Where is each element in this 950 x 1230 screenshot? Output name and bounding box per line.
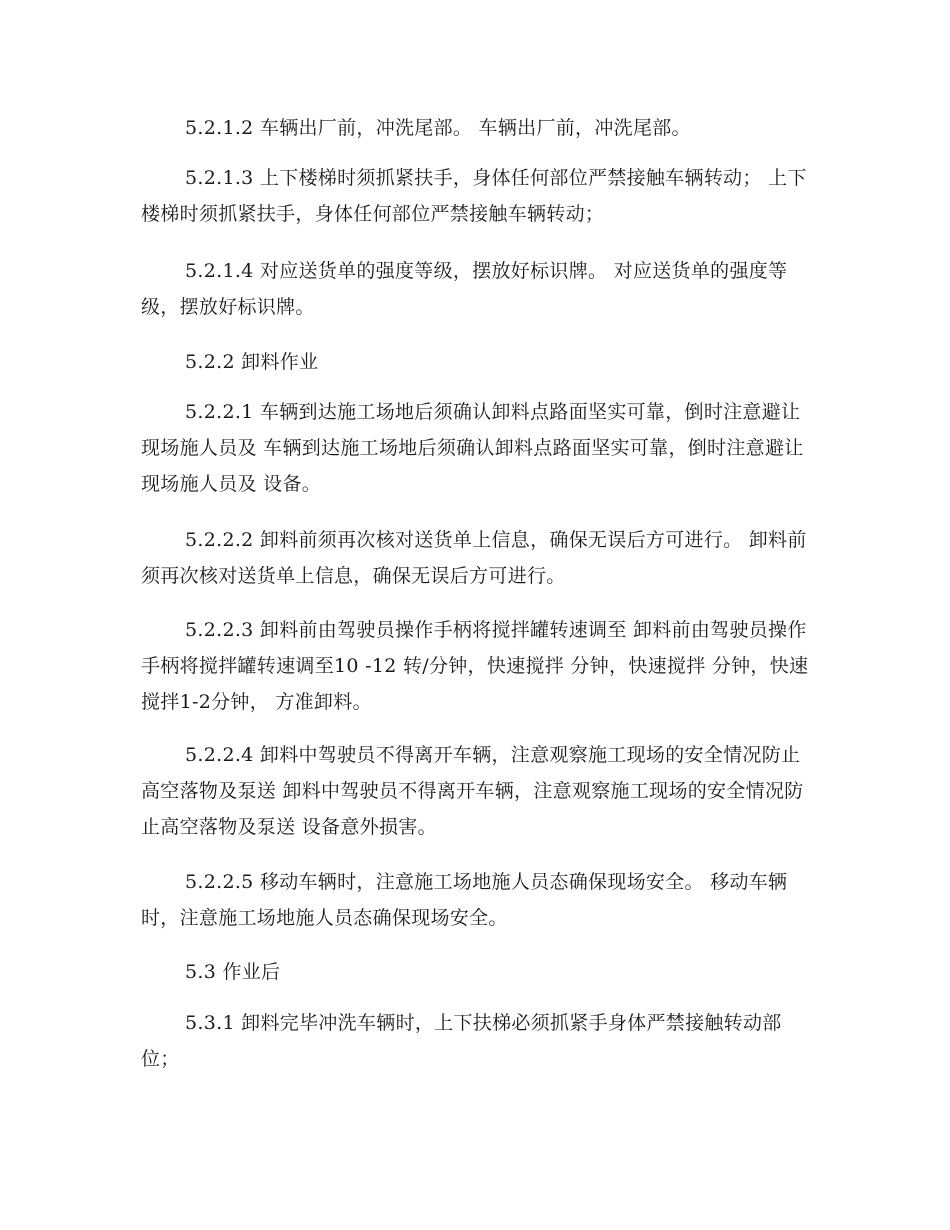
paragraph-5-2-1-4: 5.2.1.4 对应送货单的强度等级，摆放好标识牌。 对应送货单的强度等级，摆放好标识牌。 [141,260,788,318]
paragraph-5-2-2-4: 5.2.2.4 卸料中驾驶员不得离开车辆，注意观察施工现场的安全情况防止高空落物及泵送 卸料中驾驶员不得离开车辆，注意观察施工现场的安全情况防止高空落物及泵送 设备意外损害。 [141,744,804,838]
paragraph-5-2-1-3: 5.2.1.3 上下楼梯时须抓紧扶手，身体任何部位严禁接触车辆转动； 上下楼梯时须抓紧扶手，身体任何部位严禁接触车辆转动； [141,167,807,225]
paragraph-5-2-1-2: 5.2.1.2 车辆出厂前，冲洗尾部。 车辆出厂前，冲洗尾部。 [185,117,691,139]
paragraph-5-3-1: 5.3.1 卸料完毕冲洗车辆时，上下扶梯必须抓紧手身体严禁接触转动部位； [141,1012,782,1070]
paragraph-5-2-2-2: 5.2.2.2 卸料前须再次核对送货单上信息，确保无误后方可进行。 卸料前须再次核对送货单上信息，确保无误后方可进行。 [141,529,807,587]
paragraph-5-2-2-3: 5.2.2.3 卸料前由驾驶员操作手柄将搅拌罐转速调至 卸料前由驾驶员操作手柄将搅拌罐转速调至10 -12 转/分钟，快速搅拌 分钟，快速搅拌 分钟，快速搅拌1-2分钟， 方准卸料。 [141,619,809,713]
paragraph-5-2-2-1: 5.2.2.1 车辆到达施工场地后须确认卸料点路面坚实可靠，倒时注意避让现场施人员及 车辆到达施工场地后须确认卸料点路面坚实可靠，倒时注意避让现场施人员及 设备。 [141,401,804,495]
paragraph-5-2-2-5: 5.2.2.5 移动车辆时，注意施工场地施人员态确保现场安全。 移动车辆时，注意施工场地施人员态确保现场安全。 [141,871,788,929]
section-heading-5-3: 5.3 作业后 [185,961,281,983]
section-heading-5-2-2: 5.2.2 卸料作业 [185,351,319,373]
